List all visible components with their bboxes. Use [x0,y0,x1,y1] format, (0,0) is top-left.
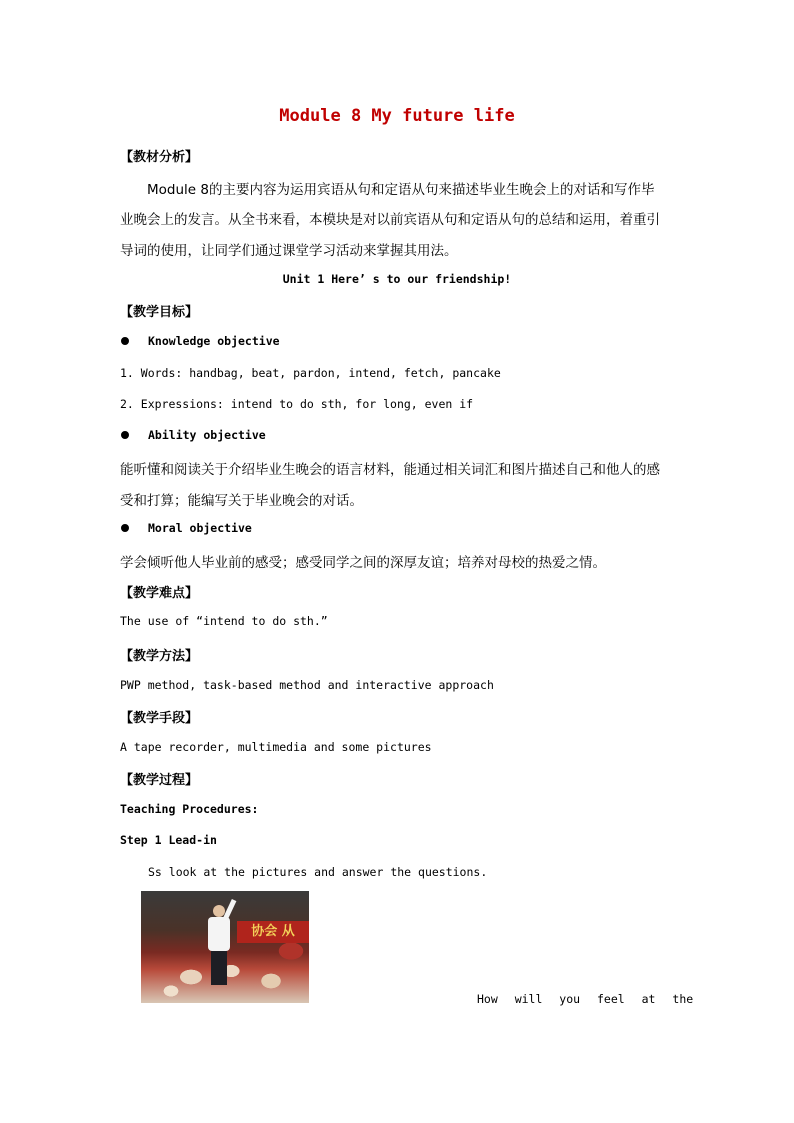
ability-objective-label: Ability objective [148,428,266,442]
means-heading: 【教学手段】 [120,711,199,726]
document-title: Module 8 My future life [279,106,515,126]
unit-title: Unit 1 Here’ s to our friendship! [282,272,512,286]
expressions-line: 2. Expressions: intend to do sth, for long, even if [120,397,474,411]
question-text: How will you feel at the [477,992,694,1006]
words-line: 1. Words: handbag, beat, pardon, intend, fetch, pancake [120,366,501,380]
objectives-heading: 【教学目标】 [120,305,199,320]
bullet-icon [121,524,129,532]
method-heading: 【教学方法】 [120,649,199,664]
procedures-label: Teaching Procedures: [120,802,259,816]
ability-line2: 受和打算；能编写关于毕业晚会的对话。 [120,493,363,509]
analysis-paragraph-line2: 业晚会上的发言。从全书来看，本模块是对以前宾语从句和定语从句的总结和运用，着重引 [120,212,660,228]
celebrating-student-figure [205,905,233,985]
analysis-heading: 【教材分析】 [120,150,199,165]
photo-banner: 协会 从 [237,921,309,943]
bullet-icon [121,431,129,439]
analysis-paragraph-line3: 导词的使用，让同学们通过课堂学习活动来掌握其用法。 [120,243,458,259]
step1-label: Step 1 Lead-in [120,833,217,847]
graduation-party-photo [141,891,309,1003]
difficulty-heading: 【教学难点】 [120,586,199,601]
method-line: PWP method, task-based method and interactive approach [120,678,494,692]
analysis-paragraph-line1: Module 8的主要内容为运用宾语从句和定语从句来描述毕业生晚会上的对话和写作毕 [147,182,655,198]
ability-line1: 能听懂和阅读关于介绍毕业生晚会的语言材料，能通过相关词汇和图片描述自己和他人的感 [120,462,660,478]
moral-objective-label: Moral objective [148,521,252,535]
means-line: A tape recorder, multimedia and some pictures [120,740,432,754]
bullet-icon [121,337,129,345]
moral-line: 学会倾听他人毕业前的感受；感受同学之间的深厚友谊；培养对母校的热爱之情。 [120,555,606,571]
process-heading: 【教学过程】 [120,773,199,788]
difficulty-line: The use of “intend to do sth.” [120,614,328,628]
knowledge-objective-label: Knowledge objective [148,334,280,348]
step1-instruction: Ss look at the pictures and answer the questions. [148,865,488,879]
